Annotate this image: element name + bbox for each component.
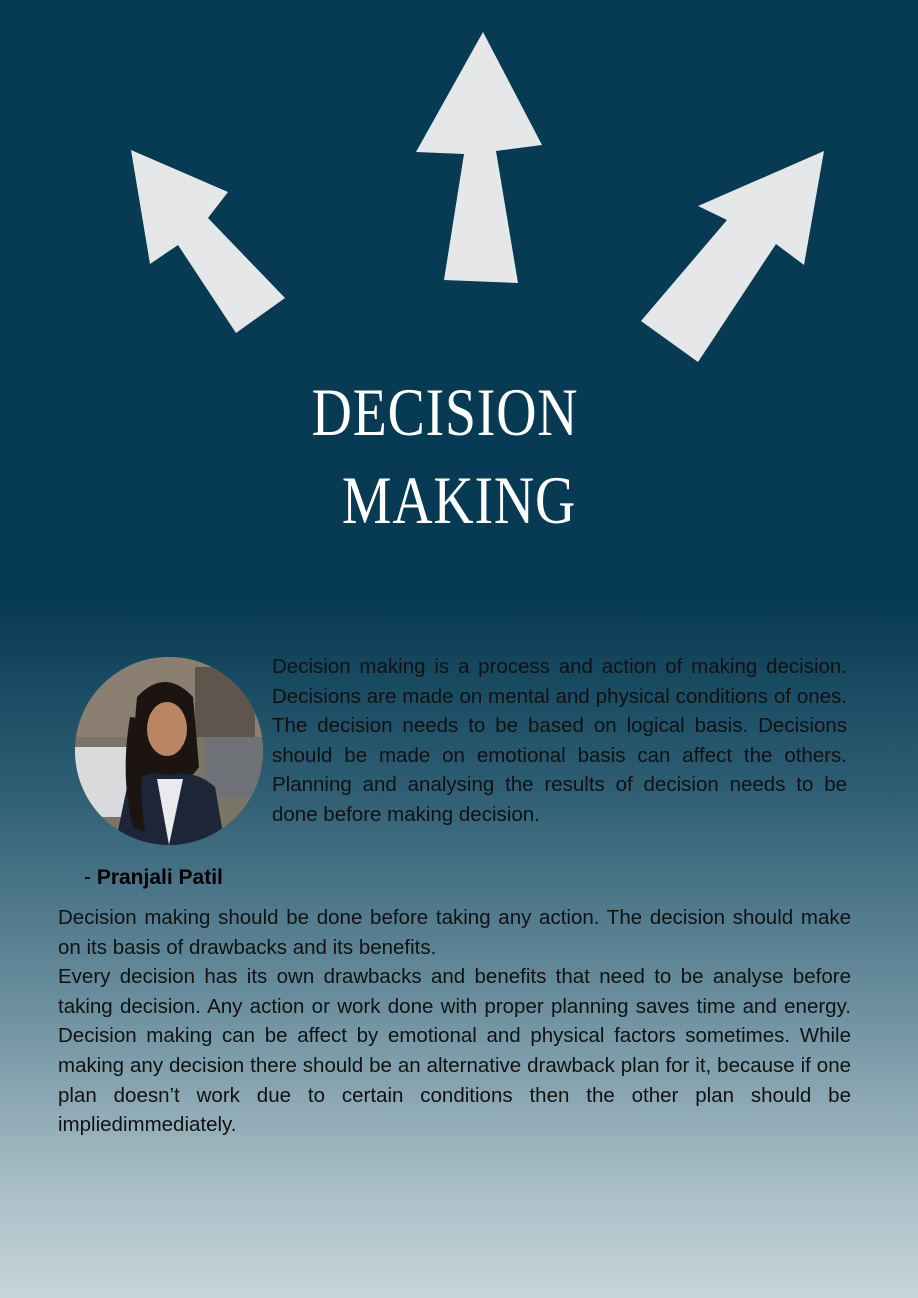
body-paragraph-1: Decision making should be done before taking any action. The decision should make on its basis of drawbacks and its benefits.: [58, 906, 851, 959]
right-arrow-icon: [641, 151, 824, 362]
page-title-line-2: MAKING: [341, 462, 577, 538]
body-paragraph-2: Every decision has its own drawbacks and benefits that need to be analyse before taking decision. Any action or work done with proper planning saves time and energy. Decision making can be affect by emotional and physical factors sometimes. While making any decision there should be an alternative drawback plan for it, because if one plan doesn’t work due to certain conditions then the other plan should be impliedimmediately.: [58, 965, 851, 1137]
left-arrow-icon: [131, 150, 285, 333]
author-prefix: -: [84, 866, 97, 889]
author-photo: [75, 657, 263, 845]
center-arrow-icon: [416, 32, 542, 283]
intro-paragraph: Decision making is a process and action of making decision. Decisions are made on mental and physical conditions of ones. The decision needs to be based on logical basis. Decisions should be made on emotional basis can affect the others. Planning and analysing the results of decision needs to be done before making decision.: [272, 655, 847, 826]
author-name: Pranjali Patil: [96, 866, 223, 889]
body-text: [58, 903, 851, 1140]
author-credit: [84, 864, 223, 892]
three-arrows-icon: [0, 0, 918, 380]
page-title-line-1: DECISION: [311, 374, 579, 450]
